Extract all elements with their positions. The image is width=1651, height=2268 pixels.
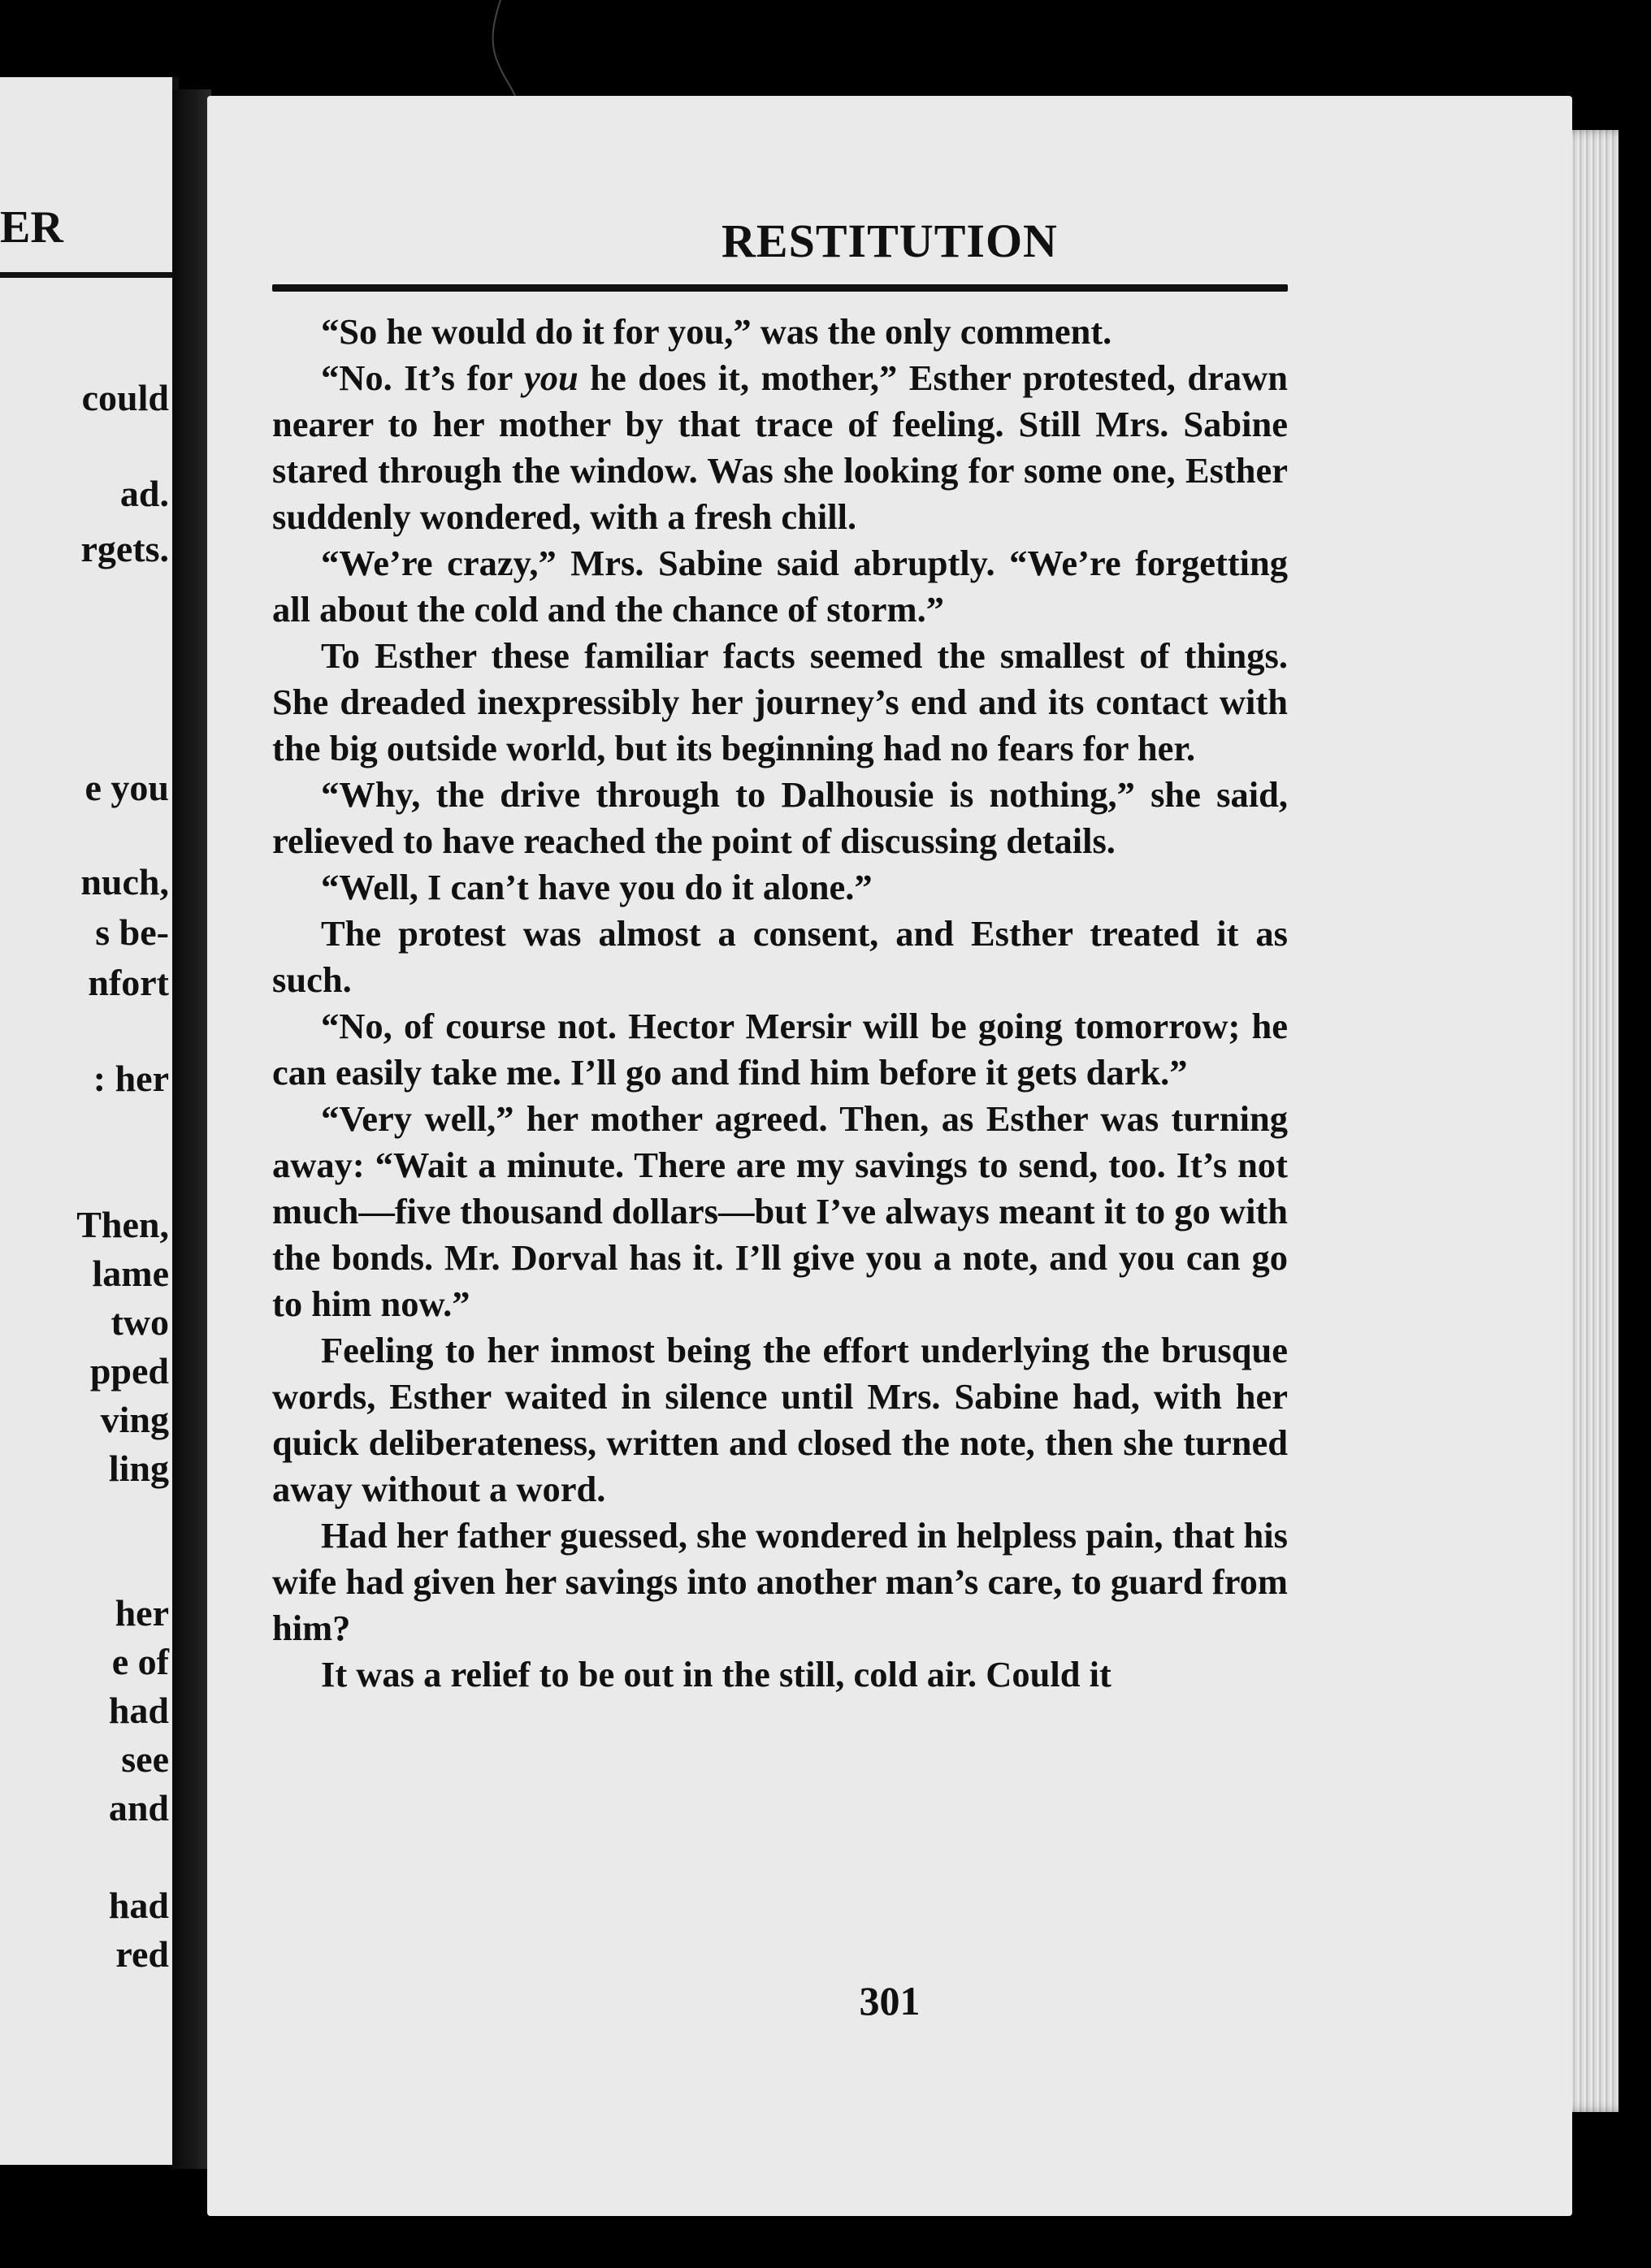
facing-page (0, 77, 179, 2165)
paragraph (272, 1327, 1288, 1513)
facing-page-head-rule (0, 272, 172, 278)
main-page (207, 96, 1572, 2216)
facing-page-line-fragment: had (108, 1885, 169, 1926)
facing-page-line-fragment: had (108, 1690, 169, 1731)
paragraph-text: It was a relief to be out in the still, cold air. Could it (321, 1654, 1112, 1695)
facing-page-line-fragment: red (115, 1933, 169, 1975)
paragraph-text: “Very well,” her mother agreed. Then, as Esther was turning away: “Wait a minute. There are my savings to send, too. It’s not much—five thousand dollars—but I’ve always meant it to go with the bonds. Mr. Dorval has it. I’ll give you a note, and you can go to him now.” (272, 1098, 1288, 1324)
paragraph-text: The protest was almost a consent, and Esther treated it as such. (272, 913, 1288, 1000)
paragraph (272, 1651, 1288, 1698)
facing-page-line-fragment: her (115, 1592, 169, 1634)
facing-page-line-fragment: nuch, (80, 861, 169, 902)
paragraph-text: Feeling to her inmost being the effort underlying the brusque words, Esther waited in silence until Mrs. Sabine had, with her quick deliberateness, written and closed the note, then she turned away without a word. (272, 1330, 1288, 1509)
paragraph (272, 633, 1288, 772)
paragraph-text: “No. It’s for (321, 357, 524, 398)
facing-page-line-fragment: : her (93, 1058, 169, 1099)
paragraph-text: “We’re crazy,” Mrs. Sabine said abruptly. “We’re forgetting all about the cold and the chance of storm.” (272, 543, 1288, 630)
body-text (272, 309, 1288, 1698)
facing-page-running-head: ER (0, 202, 63, 253)
paragraph-text: “Well, I can’t have you do it alone.” (321, 867, 873, 907)
paragraph-text: “So he would do it for you,” was the only comment. (321, 311, 1112, 352)
facing-page-line-fragment: nfort (88, 962, 169, 1003)
facing-page-line-fragment: ving (100, 1399, 169, 1440)
facing-page-line-fragment: and (108, 1787, 169, 1829)
paragraph-text: he does it, mother,” Esther protested, drawn nearer to her mother by that trace of feeling. Still Mrs. Sabine stared through the window. Was she looking for some one, Esther suddenly wondered, with a fresh chill. (272, 357, 1288, 537)
paragraph (272, 1096, 1288, 1327)
paragraph-text: Had her father guessed, she wondered in helpless pain, that his wife had given her savings into another man’s care, to guard from him? (272, 1515, 1288, 1648)
facing-page-line-fragment: ad. (119, 473, 169, 514)
paragraph (272, 772, 1288, 864)
paragraph (272, 864, 1288, 911)
paragraph (272, 1513, 1288, 1651)
paragraph (272, 1003, 1288, 1096)
facing-page-line-fragment: e you (84, 767, 169, 808)
paragraph-text: “Why, the drive through to Dalhousie is nothing,” she said, relieved to have reached the point of discussing details. (272, 774, 1288, 861)
emphasized-word: you (523, 357, 578, 398)
head-rule (272, 284, 1288, 292)
facing-page-line-fragment: lame (92, 1253, 169, 1294)
facing-page-line-fragment: Then, (76, 1204, 169, 1245)
paragraph (272, 355, 1288, 540)
facing-page-line-fragment: ling (108, 1448, 169, 1489)
facing-page-line-fragment: s be- (95, 911, 169, 953)
facing-page-line-fragment: two (110, 1301, 169, 1343)
running-head: RESTITUTION (722, 214, 1058, 267)
page-number: 301 (859, 1978, 921, 2023)
paragraph (272, 911, 1288, 1003)
facing-page-line-fragment: see (121, 1738, 169, 1780)
paragraph (272, 540, 1288, 633)
facing-page-line-fragment: rgets. (80, 528, 169, 569)
paragraph-text: To Esther these familiar facts seemed the smallest of things. She dreaded inexpressibly her journey’s end and its contact with the big outside world, but its beginning had no fears for her. (272, 635, 1288, 768)
book-gutter (172, 89, 211, 2169)
paragraph (272, 309, 1288, 355)
facing-page-line-fragment: could (81, 377, 169, 418)
facing-page-line-fragment: pped (89, 1350, 169, 1392)
facing-page-line-fragment: e of (111, 1641, 169, 1682)
scan-hair-artifact (486, 0, 518, 97)
paragraph-text: “No, of course not. Hector Mersir will be going tomorrow; he can easily take me. I’ll go and find him before it gets dark.” (272, 1006, 1288, 1093)
